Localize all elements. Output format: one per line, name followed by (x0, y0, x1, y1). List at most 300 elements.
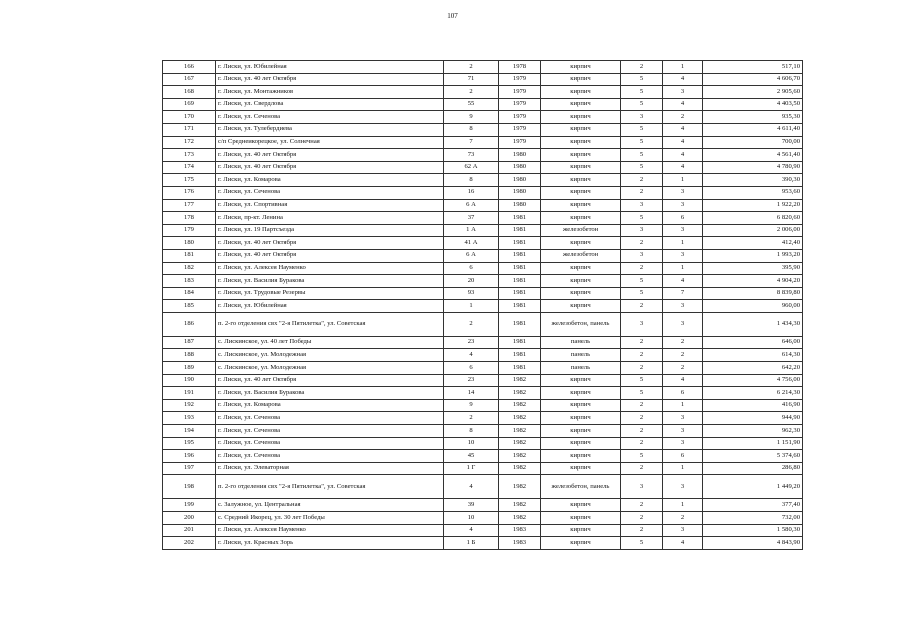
floors-cell: 5 (621, 374, 663, 387)
row-number-cell: 174 (163, 161, 216, 174)
address-cell: г. Лиски, ул. Сеченова (216, 111, 444, 124)
entrances-cell: 1 (663, 61, 703, 74)
entrances-cell: 6 (663, 387, 703, 400)
floors-cell: 5 (621, 212, 663, 225)
year-built-cell: 1982 (499, 499, 541, 512)
floors-cell: 2 (621, 399, 663, 412)
address-cell: г. Лиски, ул. 40 лет Октября (216, 237, 444, 250)
row-number-cell: 184 (163, 287, 216, 300)
year-built-cell: 1983 (499, 524, 541, 537)
floors-cell: 2 (621, 186, 663, 199)
area-cell: 8 839,80 (703, 287, 803, 300)
house-number-cell: 23 (444, 336, 499, 349)
entrances-cell: 3 (663, 475, 703, 499)
table-row (163, 186, 803, 199)
floors-cell: 5 (621, 98, 663, 111)
address-cell: г. Лиски, ул. Сеченова (216, 437, 444, 450)
address-cell: г. Лиски, ул. Сеченова (216, 186, 444, 199)
entrances-cell: 4 (663, 136, 703, 149)
year-built-cell: 1979 (499, 73, 541, 86)
house-number-cell: 4 (444, 475, 499, 499)
address-cell: г. Лиски, ул. Тулебердиева (216, 123, 444, 136)
address-cell: г. Лиски, ул. Трудовые Резервы (216, 287, 444, 300)
table-row (163, 425, 803, 438)
area-cell: 944,90 (703, 412, 803, 425)
entrances-cell: 1 (663, 399, 703, 412)
entrances-cell: 3 (663, 249, 703, 262)
house-number-cell: 14 (444, 387, 499, 400)
wall-material-cell: кирпич (541, 399, 621, 412)
area-cell: 286,80 (703, 462, 803, 475)
year-built-cell: 1980 (499, 186, 541, 199)
address-cell: г. Лиски, ул. 19 Партсъезда (216, 224, 444, 237)
floors-cell: 5 (621, 275, 663, 288)
year-built-cell: 1980 (499, 199, 541, 212)
address-cell: г. Лиски, ул. 40 лет Октября (216, 149, 444, 162)
area-cell: 1 993,20 (703, 249, 803, 262)
address-cell: г. Лиски, ул. Сеченова (216, 412, 444, 425)
wall-material-cell: панель (541, 362, 621, 375)
wall-material-cell: кирпич (541, 186, 621, 199)
floors-cell: 2 (621, 462, 663, 475)
area-cell: 377,40 (703, 499, 803, 512)
table-row (163, 374, 803, 387)
house-number-cell: 45 (444, 450, 499, 463)
row-number-cell: 193 (163, 412, 216, 425)
area-cell: 2 905,60 (703, 86, 803, 99)
table-row (163, 399, 803, 412)
wall-material-cell: кирпич (541, 287, 621, 300)
entrances-cell: 1 (663, 262, 703, 275)
year-built-cell: 1981 (499, 336, 541, 349)
address-cell: г. Лиски, пр-кт. Ленина (216, 212, 444, 225)
area-cell: 4 611,40 (703, 123, 803, 136)
table-row (163, 524, 803, 537)
year-built-cell: 1982 (499, 475, 541, 499)
address-cell: г. Лиски, ул. Монтажников (216, 86, 444, 99)
row-number-cell: 175 (163, 174, 216, 187)
address-cell: с. Лискинское, ул. 40 лет Победы (216, 336, 444, 349)
floors-cell: 2 (621, 512, 663, 525)
floors-cell: 5 (621, 123, 663, 136)
wall-material-cell: кирпич (541, 123, 621, 136)
wall-material-cell: кирпич (541, 237, 621, 250)
area-cell: 700,00 (703, 136, 803, 149)
entrances-cell: 3 (663, 300, 703, 313)
entrances-cell: 3 (663, 412, 703, 425)
table-row (163, 61, 803, 74)
house-number-cell: 55 (444, 98, 499, 111)
entrances-cell: 1 (663, 237, 703, 250)
year-built-cell: 1978 (499, 61, 541, 74)
area-cell: 412,40 (703, 237, 803, 250)
entrances-cell: 1 (663, 499, 703, 512)
house-number-cell: 73 (444, 149, 499, 162)
wall-material-cell: кирпич (541, 86, 621, 99)
table-row (163, 499, 803, 512)
floors-cell: 5 (621, 73, 663, 86)
address-cell: г. Лиски, ул. 40 лет Октября (216, 374, 444, 387)
year-built-cell: 1979 (499, 136, 541, 149)
row-number-cell: 201 (163, 524, 216, 537)
floors-cell: 5 (621, 450, 663, 463)
row-number-cell: 183 (163, 275, 216, 288)
entrances-cell: 3 (663, 425, 703, 438)
year-built-cell: 1982 (499, 462, 541, 475)
row-number-cell: 171 (163, 123, 216, 136)
wall-material-cell: кирпич (541, 524, 621, 537)
floors-cell: 5 (621, 86, 663, 99)
area-cell: 4 756,00 (703, 374, 803, 387)
row-number-cell: 167 (163, 73, 216, 86)
address-cell: г. Лиски, ул. Спортивная (216, 199, 444, 212)
page-number: 107 (447, 12, 458, 20)
house-number-cell: 8 (444, 174, 499, 187)
year-built-cell: 1981 (499, 249, 541, 262)
house-number-cell: 93 (444, 287, 499, 300)
row-number-cell: 191 (163, 387, 216, 400)
year-built-cell: 1982 (499, 399, 541, 412)
entrances-cell: 6 (663, 212, 703, 225)
row-number-cell: 189 (163, 362, 216, 375)
floors-cell: 2 (621, 174, 663, 187)
house-number-cell: 4 (444, 349, 499, 362)
entrances-cell: 4 (663, 161, 703, 174)
address-cell: г. Лиски, ул. Свердлова (216, 98, 444, 111)
address-cell: г. Лиски, ул. 40 лет Октября (216, 73, 444, 86)
entrances-cell: 3 (663, 199, 703, 212)
area-cell: 646,00 (703, 336, 803, 349)
house-number-cell: 4 (444, 524, 499, 537)
house-number-cell: 1 (444, 300, 499, 313)
address-cell: с/п Среднеикорецкое, ул. Солнечная (216, 136, 444, 149)
table-row (163, 249, 803, 262)
wall-material-cell: кирпич (541, 262, 621, 275)
year-built-cell: 1981 (499, 212, 541, 225)
entrances-cell: 2 (663, 111, 703, 124)
row-number-cell: 177 (163, 199, 216, 212)
year-built-cell: 1981 (499, 300, 541, 313)
house-number-cell: 1 Г (444, 462, 499, 475)
table-row (163, 275, 803, 288)
year-built-cell: 1981 (499, 287, 541, 300)
year-built-cell: 1982 (499, 374, 541, 387)
table-row (163, 336, 803, 349)
wall-material-cell: кирпич (541, 149, 621, 162)
table-row (163, 161, 803, 174)
year-built-cell: 1980 (499, 161, 541, 174)
year-built-cell: 1979 (499, 111, 541, 124)
row-number-cell: 179 (163, 224, 216, 237)
address-cell: г. Лиски, ул. Василия Буракова (216, 275, 444, 288)
entrances-cell: 4 (663, 98, 703, 111)
row-number-cell: 186 (163, 312, 216, 336)
address-cell: с. Лискинское, ул. Молодежная (216, 362, 444, 375)
wall-material-cell: кирпич (541, 462, 621, 475)
entrances-cell: 2 (663, 336, 703, 349)
row-number-cell: 187 (163, 336, 216, 349)
floors-cell: 2 (621, 237, 663, 250)
floors-cell: 2 (621, 437, 663, 450)
house-number-cell: 6 А (444, 249, 499, 262)
address-cell: г. Лиски, ул. Комарова (216, 174, 444, 187)
row-number-cell: 180 (163, 237, 216, 250)
year-built-cell: 1983 (499, 537, 541, 550)
area-cell: 614,30 (703, 349, 803, 362)
wall-material-cell: кирпич (541, 300, 621, 313)
area-cell: 6 820,60 (703, 212, 803, 225)
table-row (163, 312, 803, 336)
house-number-cell: 2 (444, 312, 499, 336)
house-number-cell: 1 А (444, 224, 499, 237)
house-number-cell: 6 (444, 262, 499, 275)
row-number-cell: 200 (163, 512, 216, 525)
year-built-cell: 1982 (499, 412, 541, 425)
house-number-cell: 2 (444, 86, 499, 99)
floors-cell: 3 (621, 249, 663, 262)
wall-material-cell: кирпич (541, 425, 621, 438)
year-built-cell: 1982 (499, 437, 541, 450)
house-number-cell: 2 (444, 412, 499, 425)
row-number-cell: 192 (163, 399, 216, 412)
area-cell: 953,60 (703, 186, 803, 199)
area-cell: 1 580,30 (703, 524, 803, 537)
wall-material-cell: кирпич (541, 98, 621, 111)
area-cell: 960,00 (703, 300, 803, 313)
table-body (163, 61, 803, 550)
table-row (163, 412, 803, 425)
wall-material-cell: кирпич (541, 374, 621, 387)
entrances-cell: 3 (663, 437, 703, 450)
house-number-cell: 23 (444, 374, 499, 387)
wall-material-cell: кирпич (541, 275, 621, 288)
entrances-cell: 4 (663, 123, 703, 136)
house-number-cell: 16 (444, 186, 499, 199)
area-cell: 1 922,20 (703, 199, 803, 212)
year-built-cell: 1981 (499, 237, 541, 250)
house-number-cell: 10 (444, 437, 499, 450)
house-number-cell: 2 (444, 61, 499, 74)
row-number-cell: 178 (163, 212, 216, 225)
house-number-cell: 6 (444, 362, 499, 375)
table-row (163, 437, 803, 450)
address-cell: г. Лиски, ул. Алексея Науменко (216, 262, 444, 275)
row-number-cell: 176 (163, 186, 216, 199)
row-number-cell: 194 (163, 425, 216, 438)
housing-register-table (162, 60, 803, 550)
year-built-cell: 1979 (499, 86, 541, 99)
house-number-cell: 37 (444, 212, 499, 225)
house-number-cell: 10 (444, 512, 499, 525)
wall-material-cell: кирпич (541, 450, 621, 463)
floors-cell: 3 (621, 312, 663, 336)
entrances-cell: 3 (663, 524, 703, 537)
wall-material-cell: железобетон (541, 224, 621, 237)
row-number-cell: 199 (163, 499, 216, 512)
area-cell: 4 606,70 (703, 73, 803, 86)
house-number-cell: 1 Б (444, 537, 499, 550)
year-built-cell: 1982 (499, 450, 541, 463)
year-built-cell: 1982 (499, 425, 541, 438)
floors-cell: 2 (621, 336, 663, 349)
entrances-cell: 1 (663, 462, 703, 475)
address-cell: г. Лиски, ул. Сеченова (216, 450, 444, 463)
row-number-cell: 168 (163, 86, 216, 99)
house-number-cell: 6 А (444, 199, 499, 212)
row-number-cell: 185 (163, 300, 216, 313)
entrances-cell: 3 (663, 312, 703, 336)
floors-cell: 2 (621, 412, 663, 425)
table-row (163, 149, 803, 162)
wall-material-cell: кирпич (541, 512, 621, 525)
row-number-cell: 202 (163, 537, 216, 550)
table-row (163, 136, 803, 149)
house-number-cell: 71 (444, 73, 499, 86)
area-cell: 395,90 (703, 262, 803, 275)
wall-material-cell: панель (541, 336, 621, 349)
entrances-cell: 1 (663, 174, 703, 187)
row-number-cell: 198 (163, 475, 216, 499)
floors-cell: 5 (621, 287, 663, 300)
year-built-cell: 1979 (499, 123, 541, 136)
address-cell: г. Лиски, ул. 40 лет Октября (216, 249, 444, 262)
house-number-cell: 20 (444, 275, 499, 288)
entrances-cell: 4 (663, 374, 703, 387)
floors-cell: 5 (621, 136, 663, 149)
row-number-cell: 166 (163, 61, 216, 74)
row-number-cell: 181 (163, 249, 216, 262)
year-built-cell: 1981 (499, 349, 541, 362)
table-row (163, 362, 803, 375)
area-cell: 1 449,20 (703, 475, 803, 499)
area-cell: 4 780,90 (703, 161, 803, 174)
wall-material-cell: кирпич (541, 161, 621, 174)
year-built-cell: 1981 (499, 275, 541, 288)
floors-cell: 2 (621, 61, 663, 74)
table-row (163, 462, 803, 475)
area-cell: 4 403,50 (703, 98, 803, 111)
table-row (163, 287, 803, 300)
floors-cell: 3 (621, 199, 663, 212)
table-row (163, 111, 803, 124)
address-cell: г. Лиски, ул. 40 лет Октября (216, 161, 444, 174)
table-row (163, 262, 803, 275)
table-row (163, 387, 803, 400)
address-cell: п. 2-го отделения свх "2-я Пятилетка", ул. Советская (216, 475, 444, 499)
year-built-cell: 1980 (499, 174, 541, 187)
row-number-cell: 195 (163, 437, 216, 450)
area-cell: 416,90 (703, 399, 803, 412)
wall-material-cell: кирпич (541, 499, 621, 512)
wall-material-cell: кирпич (541, 537, 621, 550)
floors-cell: 2 (621, 362, 663, 375)
table-row (163, 512, 803, 525)
row-number-cell: 172 (163, 136, 216, 149)
wall-material-cell: железобетон, панель (541, 475, 621, 499)
floors-cell: 2 (621, 262, 663, 275)
house-number-cell: 39 (444, 499, 499, 512)
wall-material-cell: железобетон, панель (541, 312, 621, 336)
wall-material-cell: кирпич (541, 73, 621, 86)
area-cell: 642,20 (703, 362, 803, 375)
entrances-cell: 4 (663, 73, 703, 86)
floors-cell: 5 (621, 537, 663, 550)
entrances-cell: 4 (663, 537, 703, 550)
table-row (163, 537, 803, 550)
entrances-cell: 7 (663, 287, 703, 300)
house-number-cell: 62 А (444, 161, 499, 174)
area-cell: 2 006,00 (703, 224, 803, 237)
wall-material-cell: железобетон (541, 249, 621, 262)
entrances-cell: 3 (663, 224, 703, 237)
address-cell: г. Лиски, ул. Элеваторная (216, 462, 444, 475)
table-row (163, 212, 803, 225)
house-number-cell: 41 А (444, 237, 499, 250)
area-cell: 4 843,90 (703, 537, 803, 550)
year-built-cell: 1981 (499, 262, 541, 275)
table-row (163, 73, 803, 86)
house-number-cell: 8 (444, 123, 499, 136)
wall-material-cell: кирпич (541, 199, 621, 212)
house-number-cell: 9 (444, 399, 499, 412)
address-cell: п. 2-го отделения свх "2-я Пятилетка", ул. Советская (216, 312, 444, 336)
area-cell: 935,30 (703, 111, 803, 124)
row-number-cell: 188 (163, 349, 216, 362)
entrances-cell: 2 (663, 349, 703, 362)
year-built-cell: 1982 (499, 512, 541, 525)
wall-material-cell: кирпич (541, 387, 621, 400)
floors-cell: 2 (621, 349, 663, 362)
row-number-cell: 197 (163, 462, 216, 475)
entrances-cell: 2 (663, 512, 703, 525)
wall-material-cell: кирпич (541, 61, 621, 74)
year-built-cell: 1981 (499, 224, 541, 237)
table-row (163, 450, 803, 463)
address-cell: с. Лискинское, ул. Молодежная (216, 349, 444, 362)
floors-cell: 2 (621, 300, 663, 313)
wall-material-cell: кирпич (541, 412, 621, 425)
house-number-cell: 8 (444, 425, 499, 438)
row-number-cell: 173 (163, 149, 216, 162)
row-number-cell: 190 (163, 374, 216, 387)
floors-cell: 2 (621, 499, 663, 512)
address-cell: с. Средний Икорец, ул. 30 лет Победы (216, 512, 444, 525)
year-built-cell: 1979 (499, 98, 541, 111)
table-row (163, 224, 803, 237)
address-cell: г. Лиски, ул. Комарова (216, 399, 444, 412)
year-built-cell: 1980 (499, 149, 541, 162)
year-built-cell: 1981 (499, 362, 541, 375)
wall-material-cell: кирпич (541, 111, 621, 124)
floors-cell: 5 (621, 387, 663, 400)
entrances-cell: 4 (663, 275, 703, 288)
row-number-cell: 182 (163, 262, 216, 275)
address-cell: г. Лиски, ул. Юбилейная (216, 61, 444, 74)
address-cell: г. Лиски, ул. Сеченова (216, 425, 444, 438)
area-cell: 4 561,40 (703, 149, 803, 162)
row-number-cell: 169 (163, 98, 216, 111)
address-cell: с. Залужное, ул. Центральная (216, 499, 444, 512)
house-number-cell: 9 (444, 111, 499, 124)
address-cell: г. Лиски, ул. Василия Буракова (216, 387, 444, 400)
wall-material-cell: кирпич (541, 212, 621, 225)
entrances-cell: 3 (663, 186, 703, 199)
table-row (163, 86, 803, 99)
wall-material-cell: кирпич (541, 136, 621, 149)
floors-cell: 5 (621, 149, 663, 162)
floors-cell: 5 (621, 161, 663, 174)
area-cell: 4 904,20 (703, 275, 803, 288)
